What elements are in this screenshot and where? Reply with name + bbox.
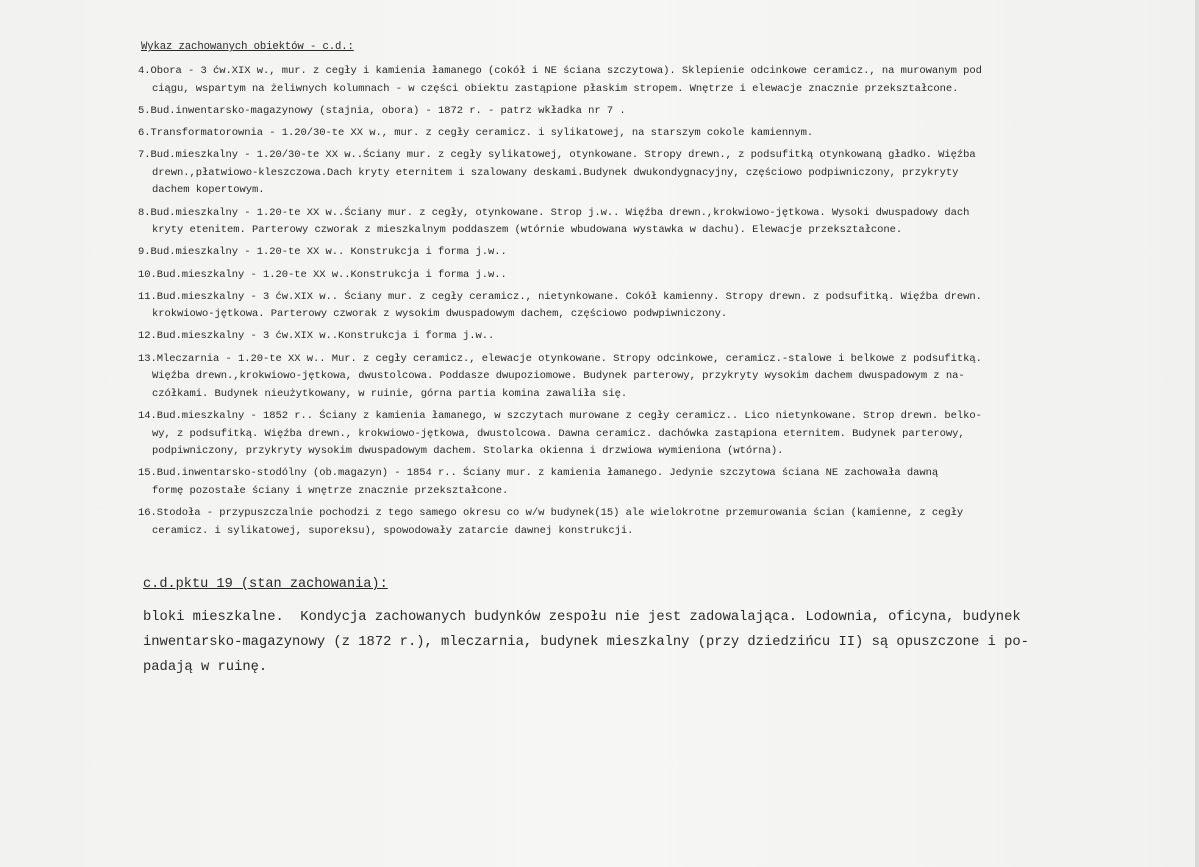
list-item-line: 9.Bud.mieszkalny - 1.20-te XX w.. Konstrukcja i forma j.w.. [138, 246, 507, 259]
list-item-line: 8.Bud.mieszkalny - 1.20-te XX w..Ściany mur. z cegły, otynkowane. Strop j.w.. Więźba drewn.,krokwiowo-jętkowa. Wysoki dwuspadowy dach [138, 206, 970, 219]
list-item [138, 125, 1098, 143]
paragraph-line: padają w ruinę. [143, 660, 268, 675]
list-item [138, 205, 1098, 240]
paragraph-line: inwentarsko-magazynowy (z 1872 r.), mleczarnia, budynek mieszkalny (przy dziedzińcu II) są opuszczone i po- [143, 635, 1029, 650]
list-item-line: ceramicz. i sylikatowej, suporeksu), spowodowały zatarcie dawnej konstrukcji. [152, 524, 634, 537]
list-item-line: 16.Stodoła - przypuszczalnie pochodzi z tego samego okresu co w/w budynek(15) ale wielokrotne przemurowania ścian (kamienne, z cegły [138, 507, 964, 520]
scan-edge [1195, 0, 1199, 867]
list-item [138, 267, 1098, 285]
list-item-line: wy, z podsufitką. Więźba drewn., krokwiowo-jętkowa, dwustolcowa. Dawna ceramicz. dachówka zastąpiona eternitem. Budynek parterowy, [152, 427, 965, 440]
list-item-line: dachem kopertowym. [152, 184, 265, 197]
list-item-line: czółkami. Budynek nieużytkowany, w ruinie, górna partia komina zawaliła się. [152, 387, 628, 400]
list-item-line: kryty etenitem. Parterowy czworak z mieszkalnym poddaszem (wtórnie wbudowana wystawka w dachu). Elewacje przekształcone. [152, 224, 903, 237]
list-item-line: 11.Bud.mieszkalny - 3 ćw.XIX w.. Ściany mur. z cegły ceramicz., nietynkowane. Cokół kamienny. Stropy drewn. z podsufitką. Więźba drewn. [138, 290, 982, 303]
list-item-line: 13.Mleczarnia - 1.20-te XX w.. Mur. z cegły ceramicz., elewacje otynkowane. Stropy odcinkowe, ceramicz.-stalowe i belkowe z podsufitką. [138, 352, 982, 365]
list-item [138, 465, 1098, 500]
list-item-line: formę pozostałe ściany i wnętrze znacznie przekształcone. [152, 485, 509, 497]
list-item-line: 4.Obora - 3 ćw.XIX w., mur. z cegły i kamienia łamanego (cokół i NE ściana szczytowa). Sklepienie odcinkowe ceramicz., na murowanym pod [138, 65, 982, 77]
list-item-line: 6.Transformatorownia - 1.20/30-te XX w., mur. z cegły ceramicz. i sylikatowej, na starszym cokole kamiennym. [138, 126, 814, 139]
list-item [138, 244, 1098, 262]
list-item-line: Więźba drewn.,krokwiowo-jętkowa, dwustolcowa. Poddasze dwupoziomowe. Budynek parterowy, przykryty wysokim dachem dwuspadowym z na- [152, 370, 965, 383]
list-item [138, 408, 1098, 461]
list-item-line: ciągu, wspartym na żeliwnych kolumnach - w części obiektu zastąpione płaskim stropem. Wnętrze i elewacje znacznie przekształcone. [152, 82, 959, 95]
list-item [138, 289, 1098, 324]
list-item [138, 63, 1098, 98]
list-item [138, 505, 1098, 540]
list-item-line: 10.Bud.mieszkalny - 1.20-te XX w..Konstrukcja i forma j.w.. [138, 268, 507, 281]
list-item-line: 5.Bud.inwentarsko-magazynowy (stajnia, obora) - 1872 r. - patrz wkładka nr 7 . [138, 104, 626, 117]
object-list [138, 63, 1098, 545]
list-item-line: podpiwniczony, przykryty wysokim dwuspadowym dachem. Stolarka okienna i drzwiowa wymieniona (wtórna). [152, 445, 784, 458]
list-item [138, 351, 1098, 404]
list-heading: Wykaz zachowanych obiektów - c.d.: [141, 41, 354, 53]
list-item-line: 15.Bud.inwentarsko-stodólny (ob.magazyn) - 1854 r.. Ściany mur. z kamienia łamanego. Jedynie szczytowa ściana NE zachowała dawną [138, 467, 939, 480]
paragraph-line: bloki mieszkalne. Kondycja zachowanych budynków zespołu nie jest zadowalająca. Lodownia, oficyna, budynek [143, 610, 1021, 625]
section-heading: c.d.pktu 19 (stan zachowania): [143, 577, 388, 592]
list-item-line: krokwiowo-jętkowa. Parterowy czworak z wysokim dwuspadowym dachem, częściowo podwpiwniczony. [152, 308, 728, 321]
list-item-line: 7.Bud.mieszkalny - 1.20/30-te XX w..Ściany mur. z cegły sylikatowej, otynkowane. Stropy drewn., z podsufitką otynkowaną gładko. Więźba [138, 149, 976, 162]
list-item-line: drewn.,płatwiowo-kleszczowa.Dach kryty eternitem i szalowany deskami.Budynek dwukondygnacyjny, częściowo podpiwniczony, przykryty [152, 166, 959, 179]
list-item-line: 12.Bud.mieszkalny - 3 ćw.XIX w..Konstrukcja i forma j.w.. [138, 330, 495, 343]
condition-paragraph [143, 605, 1029, 680]
list-item [138, 328, 1098, 346]
list-item [138, 147, 1098, 200]
list-item [138, 103, 1098, 121]
list-item-line: 14.Bud.mieszkalny - 1852 r.. Ściany z kamienia łamanego, w szczytach murowane z cegły ceramicz.. Lico nietynkowane. Strop drewn. belko- [138, 410, 982, 423]
